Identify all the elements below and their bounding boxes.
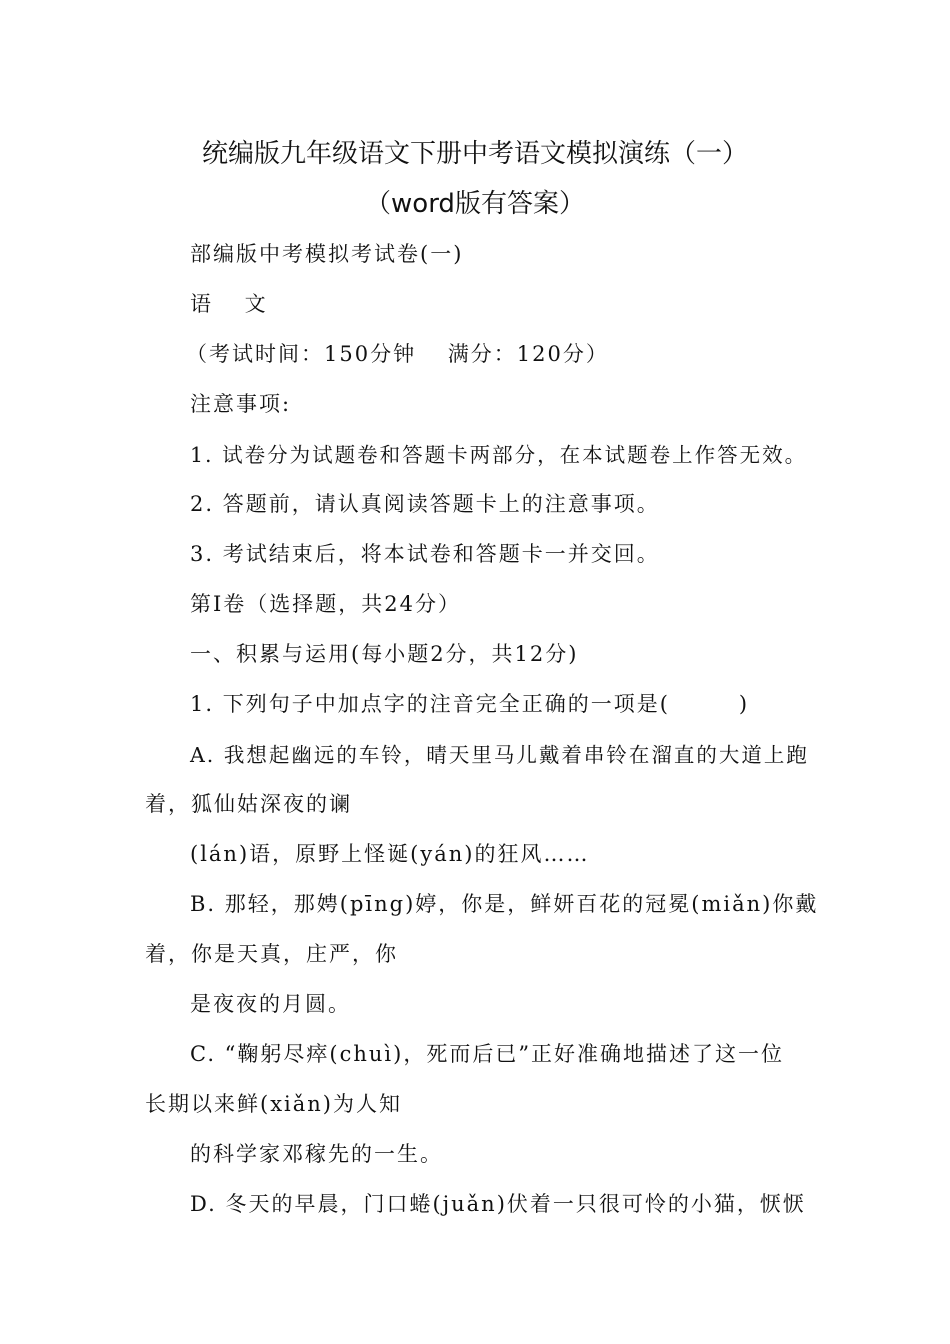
option-b-line-1: B. 那轻，那娉(pīng)婷，你是，鲜妍百花的冠冕(miǎn)你戴 [190, 892, 819, 916]
document-title: 统编版九年级语文下册中考语文模拟演练（一） [201, 139, 748, 169]
part-heading: 第Ⅰ卷（选择题，共24分） [190, 592, 462, 616]
question-1: 1. 下列句子中加点字的注音完全正确的一项是( ) [190, 692, 750, 716]
notice-item-1: 1. 试卷分为试题卷和答题卡两部分，在本试题卷上作答无效。 [190, 443, 808, 467]
option-b-line-3: 是夜夜的月圆。 [190, 992, 351, 1016]
option-a-line-1: A. 我想起幽远的车铃，晴天里马儿戴着串铃在溜直的大道上跑 [190, 743, 809, 767]
option-a-line-3: (lán)语，原野上怪诞(yán)的狂风…… [190, 842, 590, 866]
exam-time-score: （考试时间：150分钟 满分：120分） [186, 342, 609, 366]
exam-name: 部编版中考模拟考试卷(一) [190, 242, 464, 266]
option-a-line-2: 着，狐仙姑深夜的谰 [145, 792, 352, 816]
subject-label: 语 文 [190, 292, 268, 316]
option-c-line-3: 的科学家邓稼先的一生。 [190, 1142, 443, 1166]
option-c-line-2: 长期以来鲜(xiǎn)为人知 [145, 1092, 402, 1116]
section-heading: 一、积累与运用(每小题2分，共12分) [190, 642, 579, 666]
document-subtitle: （word版有答案） [365, 189, 585, 219]
option-d-line-1: D. 冬天的早晨，门口蜷(juǎn)伏着一只很可怜的小猫，恹恹 [190, 1192, 806, 1216]
option-c-line-1: C. “鞠躬尽瘁(chuì)，死而后已”正好准确地描述了这一位 [190, 1042, 785, 1066]
option-b-line-2: 着，你是天真，庄严，你 [145, 942, 398, 966]
notice-heading: 注意事项: [190, 392, 292, 416]
notice-item-2: 2. 答题前，请认真阅读答题卡上的注意事项。 [190, 492, 660, 516]
notice-item-3: 3. 考试结束后，将本试卷和答题卡一并交回。 [190, 542, 660, 566]
